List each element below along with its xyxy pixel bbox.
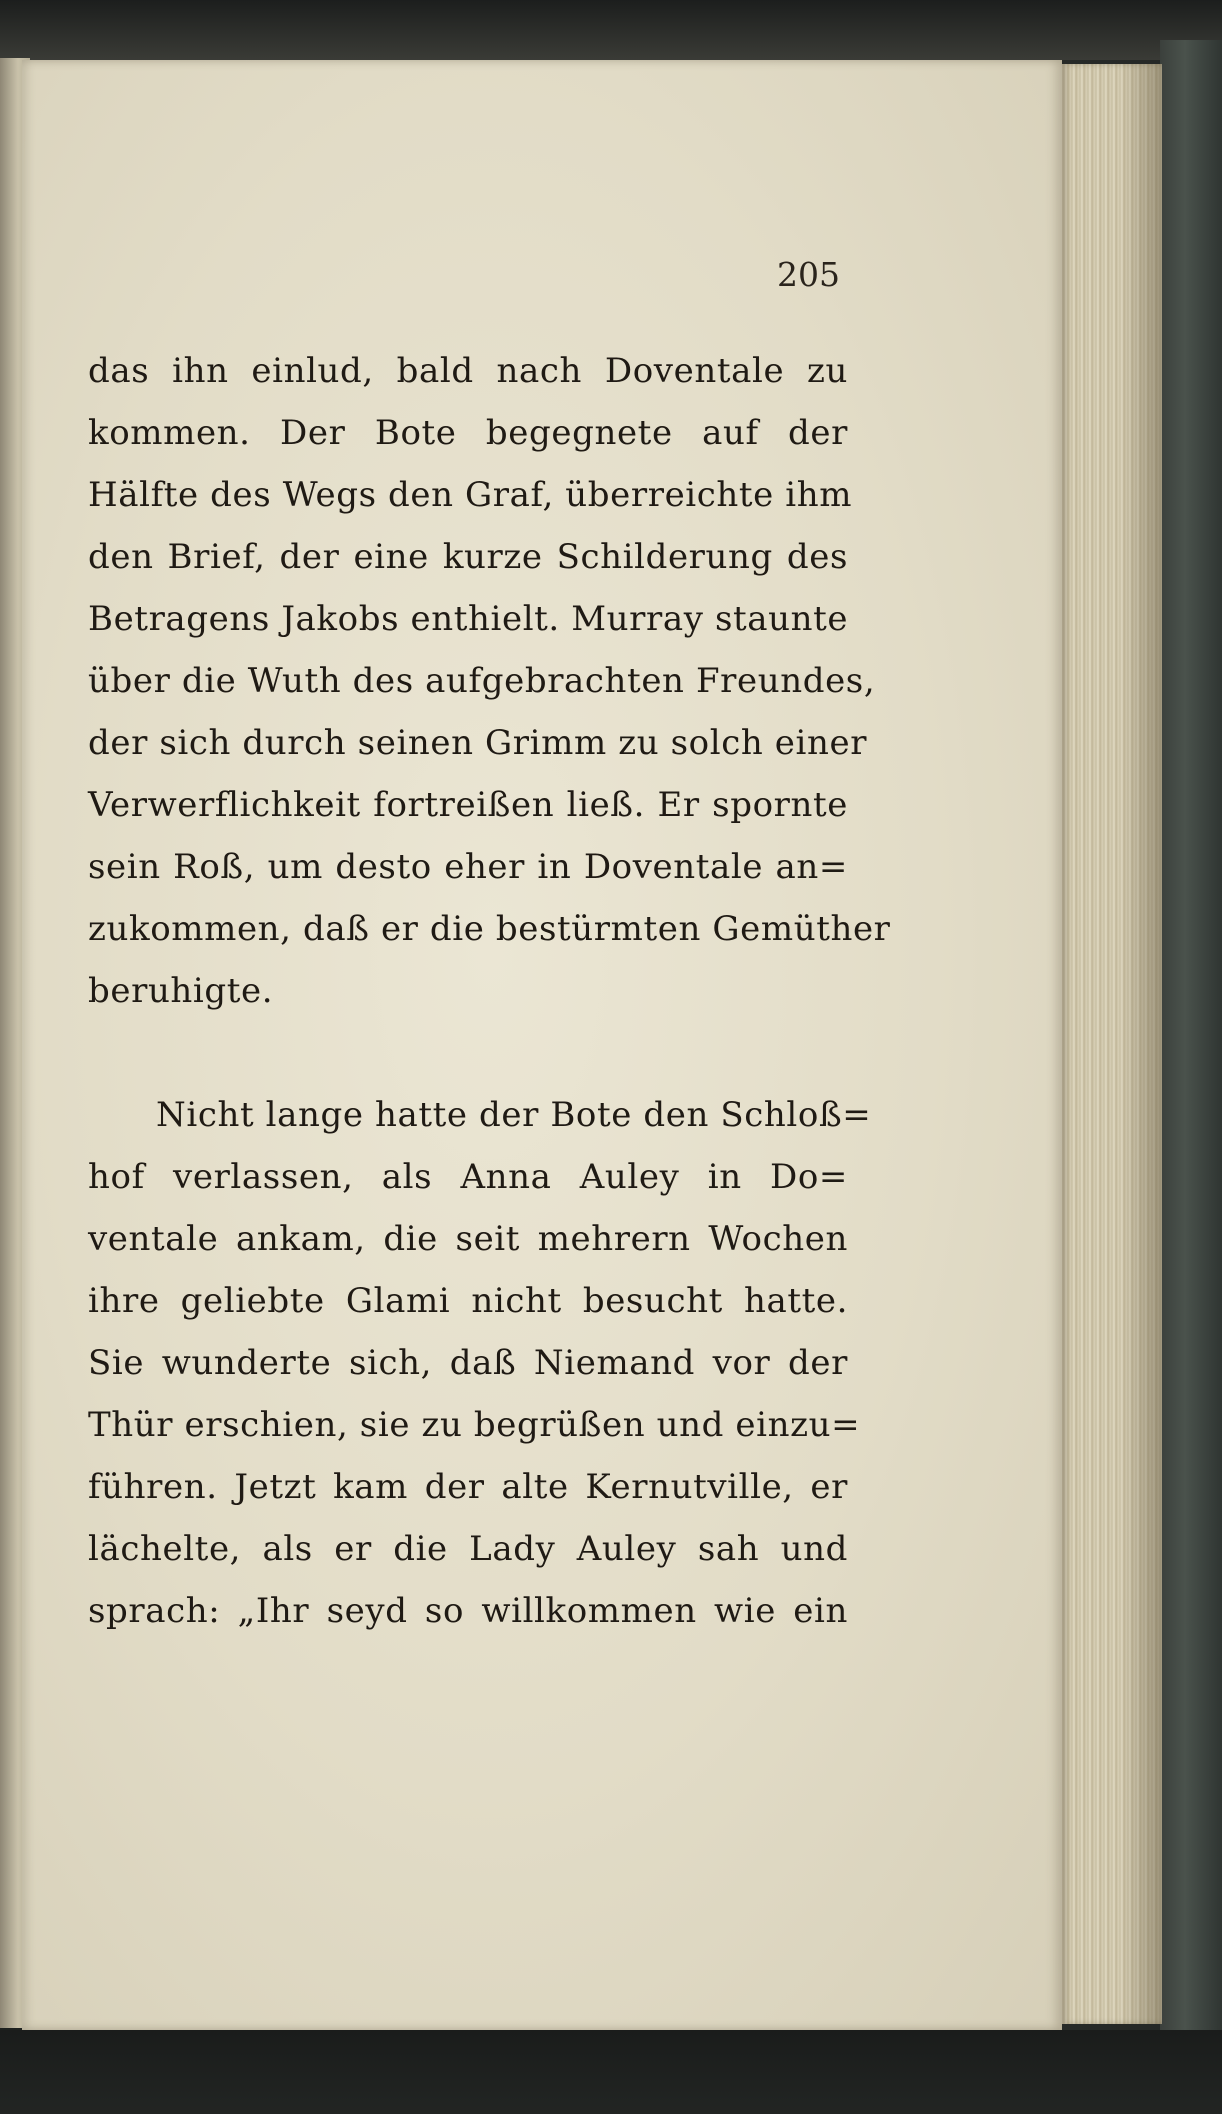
text-line: der sich durch seinen Grimm zu solch einer: [88, 723, 868, 763]
text-line: Verwerflichkeit fortreißen ließ. Er spornte: [88, 785, 848, 825]
text-line: das ihn einlud, bald nach Doventale zu: [88, 351, 848, 391]
text-line: sprach: „Ihr seyd so willkommen wie ein: [88, 1591, 848, 1631]
text-line: Nicht lange hatte der Bote den Schloß=: [156, 1095, 872, 1135]
book-cover-right: [1160, 40, 1222, 2040]
page-block-shade: [1120, 64, 1162, 2024]
text-line: Hälfte des Wegs den Graf, überreichte ihm: [88, 475, 853, 515]
text-line: ihre geliebte Glami nicht besucht hatte.: [88, 1281, 848, 1321]
paragraph-2: [88, 1084, 872, 1642]
text-line: beruhigte.: [88, 971, 274, 1011]
text-line: hof verlassen, als Anna Auley in Do=: [88, 1157, 848, 1197]
text-line: Thür erschien, sie zu begrüßen und einzu=: [88, 1405, 861, 1445]
text-line: Sie wunderte sich, daß Niemand vor der: [88, 1343, 848, 1383]
text-line: kommen. Der Bote begegnete auf der: [88, 413, 848, 453]
text-line: führen. Jetzt kam der alte Kernutville, er: [88, 1467, 848, 1507]
book-cover-bottom: [0, 2030, 1222, 2114]
text-line: Betragens Jakobs enthielt. Murray staunte: [88, 599, 849, 639]
text-line: den Brief, der eine kurze Schilderung des: [88, 537, 848, 577]
text-line: über die Wuth des aufgebrachten Freundes,: [88, 661, 876, 701]
text-line: lächelte, als er die Lady Auley sah und: [88, 1529, 848, 1569]
text-line: ventale ankam, die seit mehrern Wochen: [88, 1219, 848, 1259]
text-line: zukommen, daß er die bestürmten Gemüther: [88, 909, 891, 949]
text-line: sein Roß, um desto eher in Doventale an=: [88, 847, 848, 887]
paragraph-1: [88, 340, 891, 1022]
page-text: [88, 340, 891, 1642]
book-cover-top: [0, 0, 1222, 60]
page-number: 205: [777, 255, 840, 294]
